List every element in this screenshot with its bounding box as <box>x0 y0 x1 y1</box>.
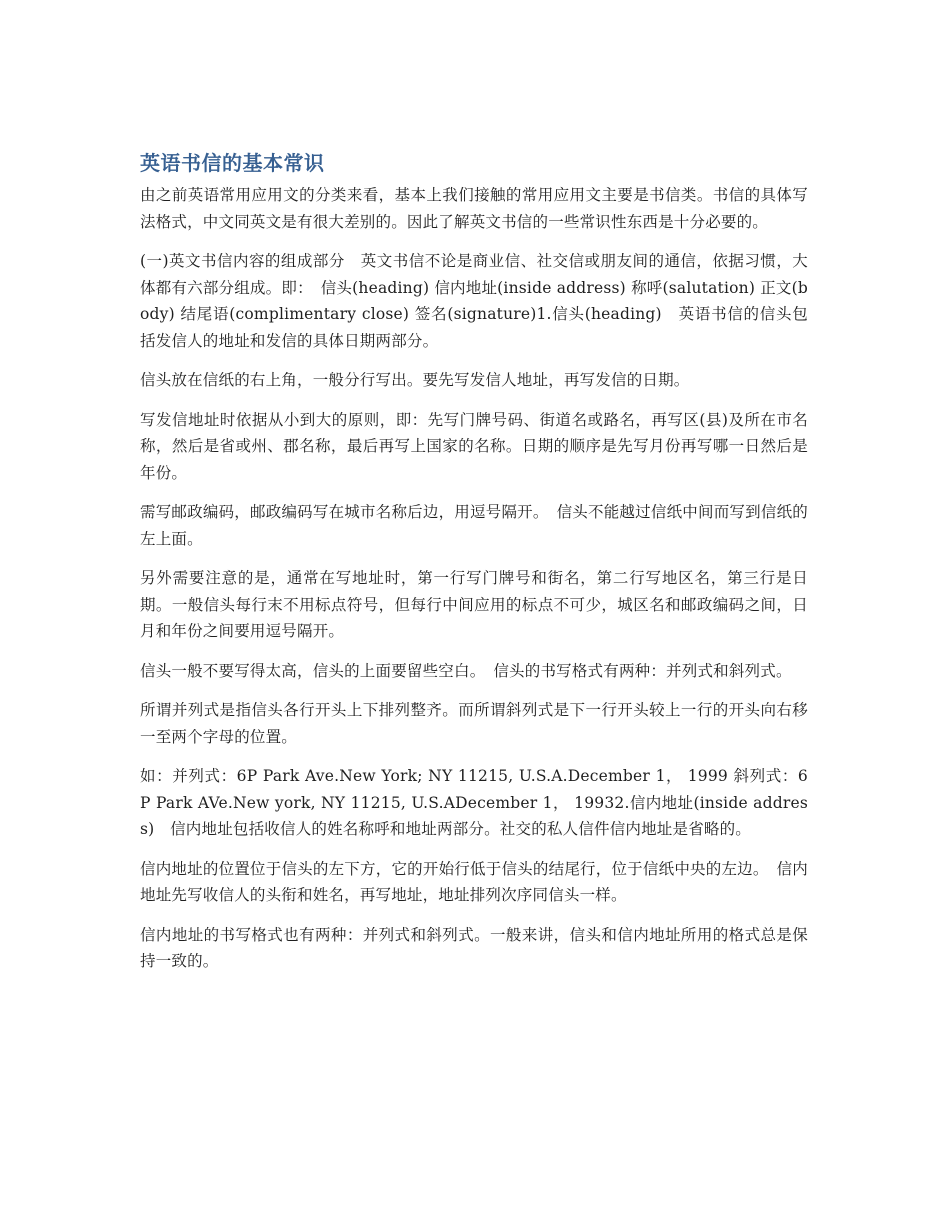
paragraph-address-order: 写发信地址时依据从小到大的原则，即：先写门牌号码、街道名或路名，再写区(县)及所在市名称，然后是省或州、郡名称，最后再写上国家的名称。日期的顺序是先写月份再写哪一日然后是年份。 <box>140 410 808 482</box>
paragraph-heading-style: 信头一般不要写得太高，信头的上面要留些空白。 信头的书写格式有两种：并列式和斜列式。 <box>140 661 792 680</box>
paragraph-intro: 由之前英语常用应用文的分类来看，基本上我们接触的常用应用文主要是书信类。书信的具体写法格式，中文同英文是有很大差别的。因此了解英文书信的一些常识性东西是十分必要的。 <box>140 186 808 231</box>
paragraph-format-definition: 所谓并列式是指信头各行开头上下排列整齐。而所谓斜列式是下一行开头较上一行的开头向右移一至两个字母的位置。 <box>140 701 808 746</box>
paragraph-composition: (一)英文书信内容的组成部分 英文书信不论是商业信、社交信或朋友间的通信，依据习惯，大体都有六部分组成。即： 信头(heading) 信内地址(inside address) 称呼(salutation) 正文(body) 结尾语(complimentary close) 签名(signature)1.信头(heading) 英语书信的信头包括发信人的地址和发信的具体日期两部分。 <box>140 252 808 350</box>
paragraph-postal-code: 需写邮政编码，邮政编码写在城市名称后边，用逗号隔开。 信头不能越过信纸中间而写到信纸的左上面。 <box>140 503 808 548</box>
paragraph-inside-address-format: 信内地址的书写格式也有两种：并列式和斜列式。一般来讲，信头和信内地址所用的格式总是保持一致的。 <box>140 925 808 970</box>
paragraph-punctuation: 另外需要注意的是，通常在写地址时，第一行写门牌号和街名，第二行写地区名，第三行是日期。一般信头每行末不用标点符号，但每行中间应用的标点不可少，城区名和邮政编码之间，日月和年份之间要用逗号隔开。 <box>140 569 808 640</box>
document-page <box>140 148 808 988</box>
document-title: 英语书信的基本常识 <box>140 151 325 175</box>
paragraph-heading-position: 信头放在信纸的右上角，一般分行写出。要先写发信人地址，再写发信的日期。 <box>140 371 690 389</box>
paragraph-examples: 如：并列式：6P Park Ave.New York; NY 11215, U.S.A.December 1， 1999 斜列式：6P Park AVe.New york, NY 11215, U.S.ADecember 1， 19932.信内地址(inside address) 信内地址包括收信人的姓名称呼和地址两部分。社交的私人信件信内地址是省略的。 <box>140 767 808 838</box>
paragraph-inside-address-position: 信内地址的位置位于信头的左下方，它的开始行低于信头的结尾行，位于信纸中央的左边。 信内地址先写收信人的头衔和姓名，再写地址，地址排列次序同信头一样。 <box>140 859 808 904</box>
